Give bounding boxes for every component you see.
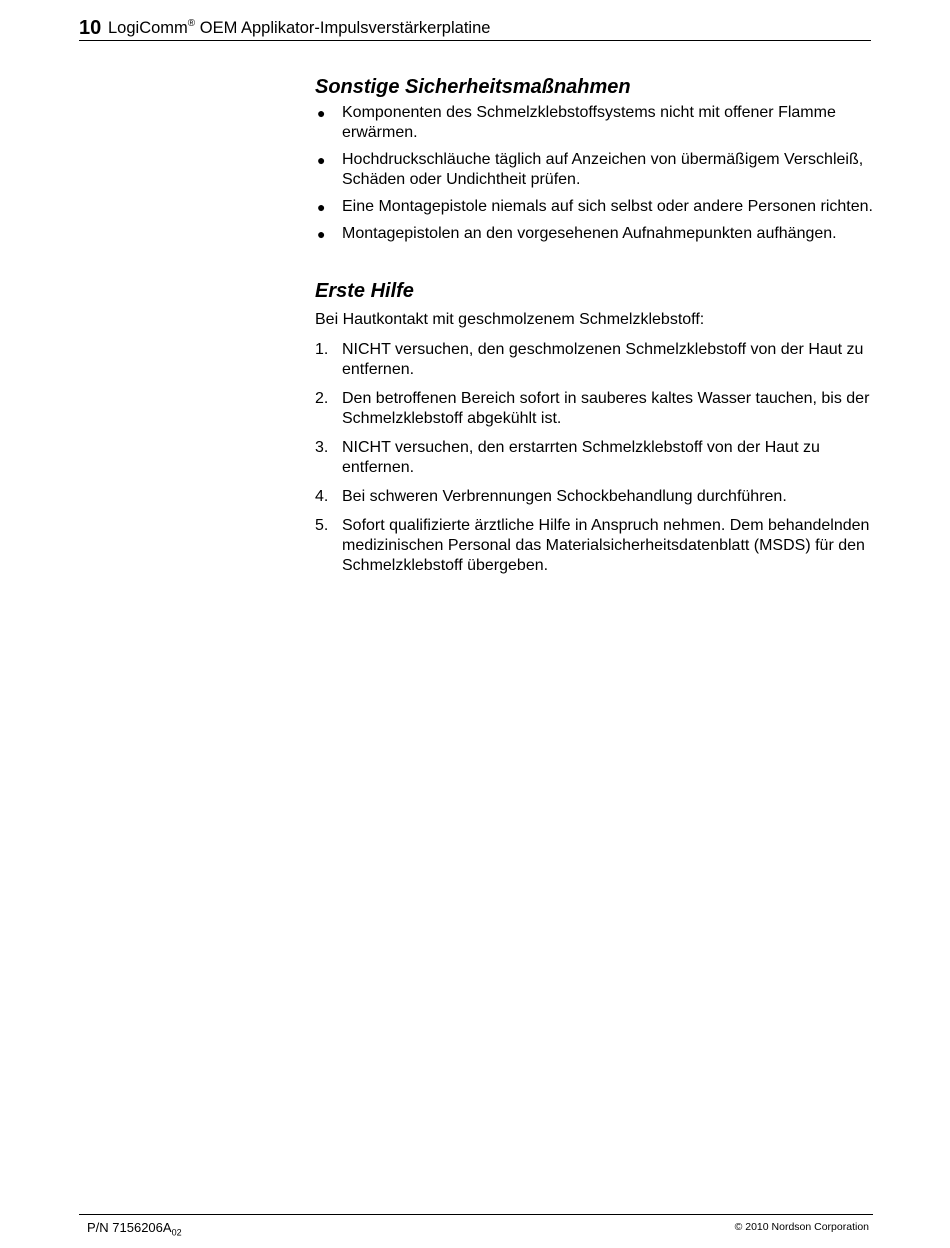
section-title-first-aid: Erste Hilfe bbox=[315, 280, 414, 302]
list-item bbox=[315, 224, 875, 244]
first-aid-intro: Bei Hautkontakt mit geschmolzenem Schmelzklebstoff: bbox=[315, 311, 705, 328]
step-number: 3. bbox=[315, 439, 329, 456]
list-item-text: Eine Montagepistole niemals auf sich selbst oder andere Personen richten. bbox=[342, 198, 873, 215]
step-number: 2. bbox=[315, 390, 329, 407]
step-item bbox=[315, 340, 875, 380]
main-content bbox=[315, 74, 875, 585]
bullet-icon: ● bbox=[317, 199, 326, 215]
step-item bbox=[315, 487, 875, 507]
part-number bbox=[87, 1220, 182, 1236]
registered-mark: ® bbox=[187, 17, 196, 29]
list-item bbox=[315, 103, 875, 143]
page-footer bbox=[79, 1214, 873, 1243]
step-text: Bei schweren Verbrennungen Schockbehandlung durchführen. bbox=[342, 488, 787, 505]
title-rest: OEM Applikator-Impulsverstärkerplatine bbox=[195, 19, 491, 37]
page-header bbox=[79, 14, 871, 41]
first-aid-steps bbox=[315, 340, 875, 576]
bullet-icon: ● bbox=[317, 226, 326, 242]
list-item bbox=[315, 197, 875, 217]
list-item bbox=[315, 150, 875, 190]
part-number-text: P/N 7156206A bbox=[87, 1220, 172, 1235]
revision-number: 02 bbox=[171, 1227, 182, 1238]
step-text: Den betroffenen Bereich sofort in sauberes kaltes Wasser tauchen, bis der Schmelzklebstoff abgekühlt ist. bbox=[342, 390, 870, 427]
bullet-icon: ● bbox=[317, 105, 326, 121]
step-number: 4. bbox=[315, 488, 329, 505]
list-item-text: Montagepistolen an den vorgesehenen Aufnahmepunkten aufhängen. bbox=[342, 225, 837, 242]
list-item-text: Komponenten des Schmelzklebstoffsystems nicht mit offener Flamme erwärmen. bbox=[342, 104, 836, 141]
step-text: Sofort qualifizierte ärztliche Hilfe in Anspruch nehmen. Dem behandelnden medizinischen Personal das Materialsicherheitsdatenblatt (MSDS) für den Schmelzklebstoff übergeben. bbox=[342, 517, 870, 574]
document-title bbox=[108, 18, 490, 38]
safety-list bbox=[315, 103, 875, 244]
section-title-safety: Sonstige Sicherheitsmaßnahmen bbox=[315, 76, 631, 98]
page-number: 10 bbox=[79, 17, 102, 39]
step-text: NICHT versuchen, den erstarrten Schmelzklebstoff von der Haut zu entfernen. bbox=[342, 439, 820, 476]
step-text: NICHT versuchen, den geschmolzenen Schmelzklebstoff von der Haut zu entfernen. bbox=[342, 341, 864, 378]
bullet-icon: ● bbox=[317, 152, 326, 168]
copyright-notice: © 2010 Nordson Corporation bbox=[734, 1221, 869, 1233]
title-brand: LogiComm bbox=[108, 19, 188, 37]
step-item bbox=[315, 438, 875, 478]
step-item bbox=[315, 516, 875, 576]
step-item bbox=[315, 389, 875, 429]
list-item-text: Hochdruckschläuche täglich auf Anzeichen von übermäßigem Verschleiß, Schäden oder Undichtheit prüfen. bbox=[342, 151, 864, 188]
step-number: 5. bbox=[315, 517, 329, 534]
step-number: 1. bbox=[315, 341, 329, 358]
